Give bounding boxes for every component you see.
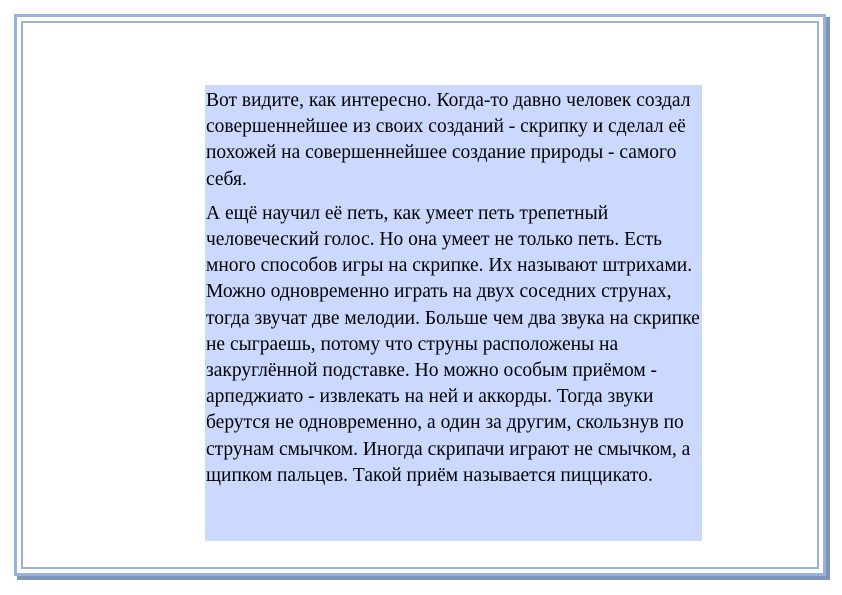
frame-shadow (17, 576, 830, 580)
paragraph-1: Вот видите, как интересно. Когда-то давно человек создал совершеннейшее из своих созданий - скрипку и сделал её похожей на совершеннейшее создание природы - самого себя. (206, 90, 691, 190)
frame-shadow (826, 17, 830, 579)
paragraph-2: А ещё научил её петь, как умеет петь трепетный человеческий голос. Но она умеет не только петь. Есть много способов игры на скрипке. Их называют штрихами. Можно одновременно играть на двух соседних струнах, тогда звучат две мелодии. Больше чем два звука на скрипке не сыграешь, потому что струны расположены на закруглённой подставке. Но можно особым приёмом - арпеджиато - извлекать на ней и аккорды. Тогда звуки берутся не одновременно, а один за другим, скользнув по струнам смычком. Иногда скрипачи играют не смычком, а щипком пальцев. Такой приём называется пиццикато. (206, 202, 700, 486)
text-box (205, 85, 702, 541)
